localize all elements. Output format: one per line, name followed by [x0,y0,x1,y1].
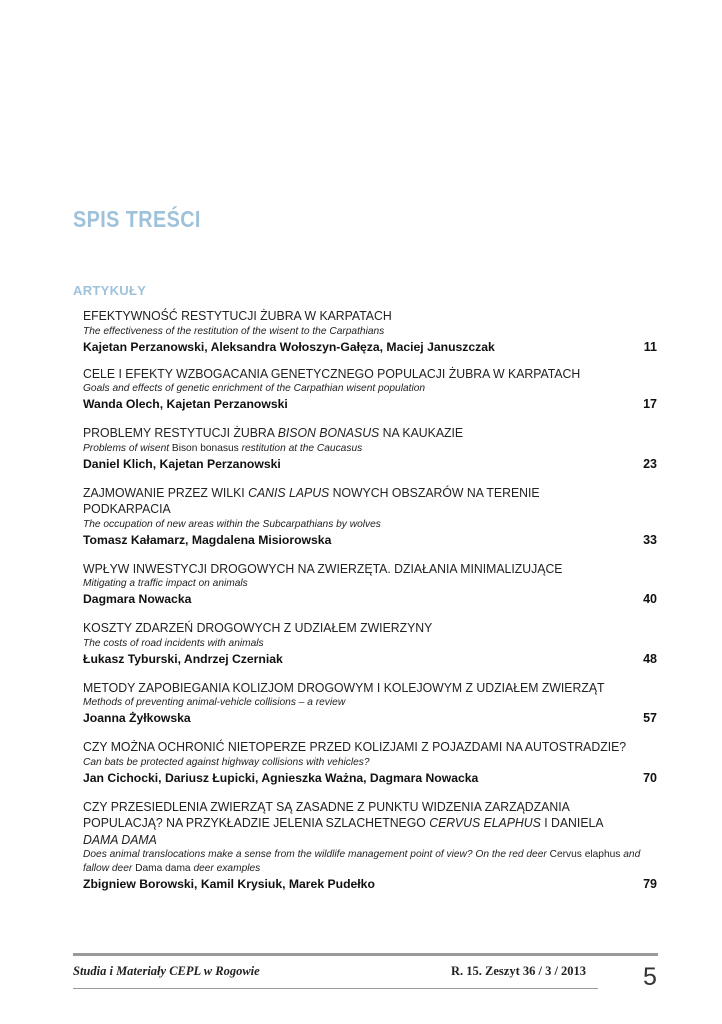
entry-polish-title: WPŁYW INWESTYCJI DROGOWYCH NA ZWIERZĘTA. DZIAŁANIA MINIMALIZUJĄCE [83,560,563,576]
entry-polish-title [83,485,604,518]
entry-authors: Tomasz Kałamarz, Magdalena Misiorowska [83,532,332,547]
entry-english-title: The effectiveness of the restitution of the wisent to the Carpathians [83,325,385,337]
species-name: Dama dama [135,863,191,874]
entry-authors: Daniel Klich, Kajetan Perzanowski [83,456,281,471]
entry-english-title: The occupation of new areas within the Subcarpathians by wolves [83,518,381,530]
page-title: SPIS TREŚCI [73,206,201,232]
toc-entry[interactable] [83,308,659,355]
toc-entry[interactable] [83,799,659,893]
entry-polish-title [83,425,604,442]
entry-page-number: 33 [643,532,657,547]
entry-page-number: 79 [643,877,657,891]
entry-page-number: 11 [643,339,657,354]
entry-english-title: Can bats be protected against highway collisions with vehicles? [83,756,370,768]
entry-page-number: 23 [643,456,657,471]
toc-entry[interactable] [83,366,659,413]
entry-page-number: 40 [643,592,657,606]
entry-english-title [83,848,643,876]
entry-authors: Joanna Żyłkowska [83,711,191,725]
entry-page-number: 57 [643,711,657,725]
toc-entry[interactable] [83,485,659,548]
entry-page-number: 48 [643,651,657,666]
title-text: restitution at the Caucasus [238,442,363,454]
species-name: CANIS LAPUS [248,484,330,500]
entry-english-title [83,442,659,456]
title-text: CZY PRZESIEDLENIA ZWIERZĄT SĄ ZASADNE Z PUNKTU WIDZENIA ZARZĄDZANIA POPULACJĄ? NA PRZYKŁADZIE JELENIA SZLACHETNEGO [83,798,570,830]
entry-polish-title: METODY ZAPOBIEGANIA KOLIZJOM DROGOWYM I KOLEJOWYM Z UDZIAŁEM ZWIERZĄT [83,679,605,695]
entry-english-title: Mitigating a traffic impact on animals [83,578,248,589]
toc-entry[interactable] [83,425,659,472]
entry-authors: Dagmara Nowacka [83,592,192,606]
footer-rule-bottom [73,988,598,989]
species-name: BISON BONASUS [277,425,380,440]
footer-rule-top [73,953,658,956]
title-text: NOWYCH OBSZARÓW NA TERENIE PODKARPACIA [83,484,540,516]
entry-polish-title: CZY MOŻNA OCHRONIĆ NIETOPERZE PRZED KOLIZJAMI Z POJAZDAMI NA AUTOSTRADZIE? [83,739,627,754]
footer-issue-info: R. 15. Zeszyt 36 / 3 / 2013 [451,964,587,978]
footer-journal-name: Studia i Materiały CEPL w Rogowie [73,964,260,978]
footer-page-number: 5 [643,963,657,991]
entry-authors: Wanda Olech, Kajetan Perzanowski [83,397,288,411]
title-text: and fallow deer [83,849,641,874]
entry-english-title: The costs of road incidents with animals [83,637,264,649]
species-name: CERVUS ELAPHUS [429,815,541,830]
entry-polish-title: EFEKTYWNOŚĆ RESTYTUCJI ŻUBRA W KARPATACH [83,308,392,323]
entry-authors: Kajetan Perzanowski, Aleksandra Wołoszyn-Gałęza, Maciej Januszczak [83,339,495,354]
species-name: DAMA DAMA [83,831,157,847]
toc-entry[interactable] [83,739,659,786]
title-text: ZAJMOWANIE PRZEZ WILKI [83,484,249,500]
entry-page-number: 70 [643,770,657,785]
species-name: Bison bonasus [171,442,239,454]
toc-entry[interactable] [83,680,659,727]
entry-authors: Jan Cichocki, Dariusz Łupicki, Agnieszka Ważna, Dagmara Nowacka [83,770,479,785]
entry-polish-title: CELE I EFEKTY WZBOGACANIA GENETYCZNEGO POPULACJI ŻUBRA W KARPATACH [83,365,581,381]
entry-english-title: Methods of preventing animal-vehicle collisions – a review [83,697,346,708]
title-text: Does animal translocations make a sense from the wildlife management point of view? On the red deer [83,849,550,860]
toc-entry[interactable] [83,620,659,667]
title-text: NA KAUKAZIE [379,425,464,440]
title-text: I DANIELA [540,815,603,830]
toc-entry[interactable] [83,561,659,608]
section-label-articles: ARTYKUŁY [73,283,147,298]
title-text: Problems of wisent [83,442,172,454]
toc-list [83,308,659,905]
title-text: PROBLEMY RESTYTUCJI ŻUBRA [83,425,278,440]
species-name: Cervus elaphus [549,849,621,860]
entry-polish-title: KOSZTY ZDARZEŃ DROGOWYCH Z UDZIAŁEM ZWIERZYNY [83,620,433,635]
entry-english-title: Goals and effects of genetic enrichment of the Carpathian wisent population [83,383,426,394]
entry-polish-title [83,799,604,849]
entry-authors: Łukasz Tyburski, Andrzej Czerniak [83,651,283,666]
entry-page-number: 17 [643,397,657,411]
title-text: deer examples [190,863,261,874]
entry-authors: Zbigniew Borowski, Kamil Krysiuk, Marek Pudełko [83,877,375,891]
